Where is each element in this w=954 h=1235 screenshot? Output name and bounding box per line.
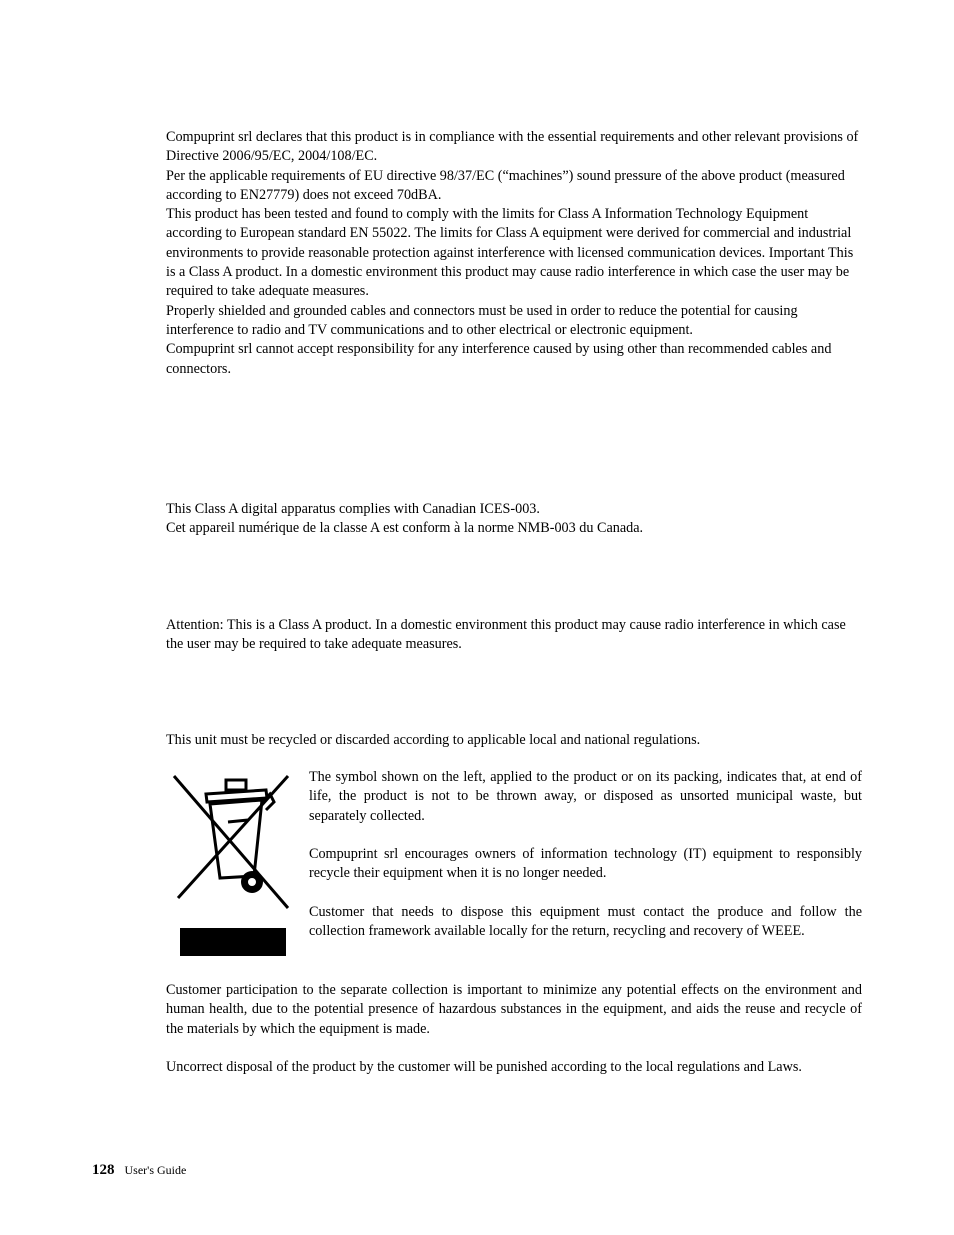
recycle-intro: This unit must be recycled or discarded according to applicable local and national regulations. (166, 732, 701, 748)
canada-english: This Class A digital apparatus complies with Canadian ICES-003. (166, 501, 540, 517)
participation-text: Customer participation to the separate collection is important to minimize any potential effects on the environment and human health, due to the potential presence of hazardous substances in the equipment, and aids the reuse and recycle of the materials by which the equipment is made. (166, 982, 862, 1037)
eu-compliance-section (166, 128, 862, 379)
canada-french: Cet appareil numérique de la classe A est conform à la norme NMB-003 du Canada. (166, 520, 644, 537)
page-number: 128 (92, 1162, 115, 1178)
eu-responsibility: Compuprint srl cannot accept responsibility for any interference caused by using other than recommended cables and connectors. (166, 341, 832, 377)
participation-section (166, 981, 862, 1039)
disposal-text: Uncorrect disposal of the product by the customer will be punished according to the local regulations and Laws. (166, 1059, 802, 1075)
crossed-out-wheelie-bin-icon (170, 772, 294, 958)
guide-title: User's Guide (124, 1163, 187, 1177)
page-footer (92, 1161, 186, 1179)
eu-class-a-limits: This product has been tested and found to comply with the limits for Class A Information Technology Equipment according to European standard EN 55022. The limits for Class A equipment were derived for commercial and industrial environments to provide reasonable protection against interference with licensed communication devices. Important This is a Class A product. In a domestic environment this product may cause radio interference in which case the user may be required to take adequate measures. (166, 206, 854, 300)
eu-shielded-cables: Properly shielded and grounded cables and connectors must be used in order to reduce the potential for causing (166, 302, 798, 319)
canada-compliance-section (166, 500, 862, 539)
weee-encouragement: Compuprint srl encourages owners of information technology (IT) equipment to responsibly recycle their equipment when it is no longer needed. (309, 846, 862, 882)
disposal-section (166, 1058, 862, 1077)
attention-text: Attention: This is a Class A product. In a domestic environment this product may cause radio interference in which case the user may be required to take adequate measures. (166, 617, 846, 653)
eu-sound-pressure: Per the applicable requirements of EU directive 98/37/EC (“machines”) sound pressure of the above product (measured according to EN27779) does not exceed 70dBA. (166, 167, 845, 203)
eu-declaration: Compuprint srl declares that this product is in compliance with the essential requirements and other relevant provisions of Directive 2006/95/EC, 2004/108/EC. (166, 129, 859, 165)
weee-symbol-explanation: The symbol shown on the left, applied to the product or on its packing, indicates that, at end of life, the product is not to be thrown away, or disposed as unsorted municipal waste, but separately collected. (309, 769, 862, 824)
eu-interference: interference to radio and TV communications and to other electrical or electronic equipment. (166, 321, 693, 338)
weee-text-column (309, 768, 862, 961)
attention-section (166, 616, 862, 655)
weee-section (166, 768, 862, 968)
weee-dispose-contact: Customer that needs to dispose this equipment must contact the produce and follow the collection framework available locally for the return, recycling and recovery of WEEE. (309, 904, 862, 940)
recycle-intro-section (166, 731, 862, 750)
